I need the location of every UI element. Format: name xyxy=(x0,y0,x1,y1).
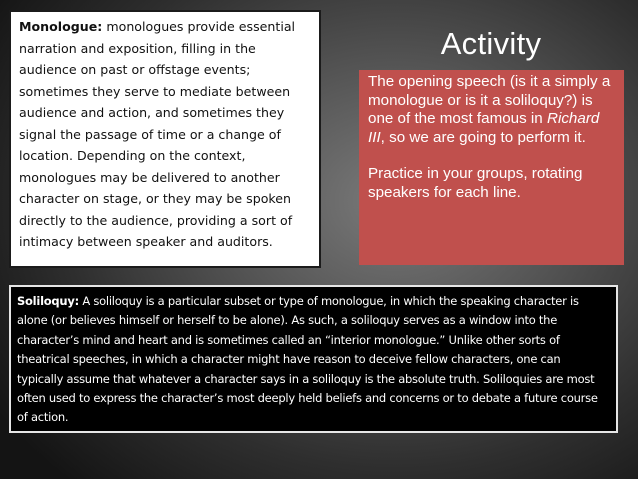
monologue-definition-box xyxy=(9,10,321,268)
monologue-term: Monologue: xyxy=(19,19,103,34)
activity-text-before-title: The opening speech (is it a simply a monologue or is it a soliloquy?) is one of the most famous in xyxy=(368,73,611,128)
activity-instruction-1 xyxy=(368,73,616,147)
soliloquy-definition: A soliloquy is a particular subset or type of monologue, in which the speaking character is alone (or believes himself or herself to be alone). As such, a soliloquy serves as a window into the character’s mind and heart and is sometimes called an “interior monologue.” Unlike other sorts of theatrical speeches, in which a character might have reason to deceive fellow characters, one can typically assume that whatever a character says in a soliloquy is the absolute truth. Soliloquies are most often used to express the character’s most deeply held beliefs and concerns or to debate a future course of action. xyxy=(17,294,598,425)
activity-text-after-title: , so we are going to perform it. xyxy=(380,128,586,146)
play-title: Richard III xyxy=(368,110,600,146)
monologue-definition: monologues provide essential narration and exposition, filling in the audience on past or offstage events; sometimes they serve to mediate between audience and action, and sometimes they signal the passage of time or a change of location. Depending on the context, monologues may be delivered to another character on stage, or they may be spoken directly to the audience, providing a sort of intimacy between speaker and auditors. xyxy=(19,19,296,249)
activity-instruction-2: Practice in your groups, rotating speakers for each line. xyxy=(368,165,583,201)
activity-title: Activity xyxy=(440,26,542,61)
soliloquy-definition-box xyxy=(9,285,618,433)
soliloquy-term: Soliloquy: xyxy=(17,294,79,308)
activity-box xyxy=(359,70,624,265)
